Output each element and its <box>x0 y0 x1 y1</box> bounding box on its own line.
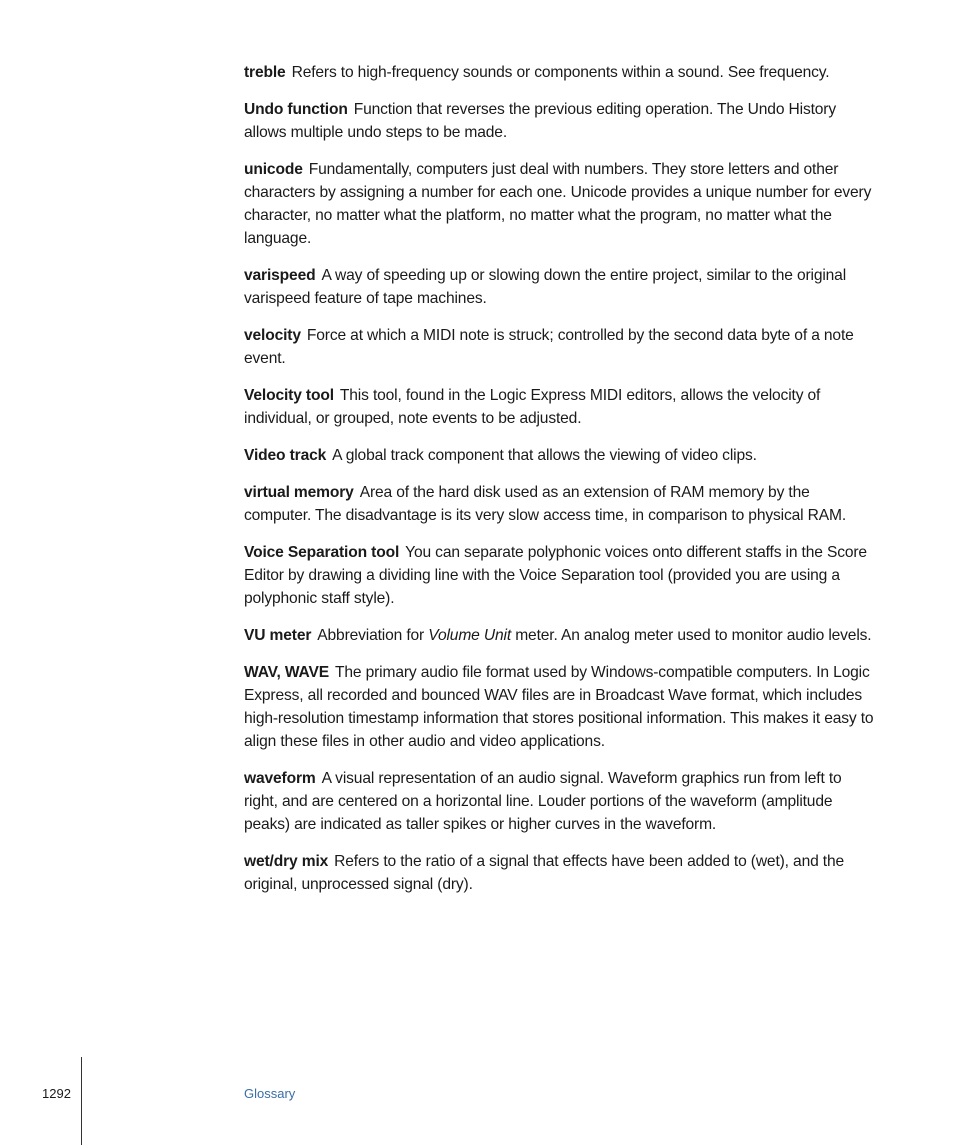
entry-term: velocity <box>244 327 301 344</box>
entry-definition: The primary audio file format used by Windows-compatible computers. In Logic Express, all recorded and bounced WAV files are in Broadcast Wave format, which includes high-resolution timestamp information that stores positional information. This makes it easy to align these files in other audio and video applications. <box>244 664 874 750</box>
entry-term: waveform <box>244 770 316 787</box>
glossary-entry-velocity-tool <box>244 384 876 430</box>
footer-divider <box>81 1057 82 1145</box>
entry-definition: Area of the hard disk used as an extension of RAM memory by the computer. The disadvantage is its very slow access time, in comparison to physical RAM. <box>244 484 847 524</box>
glossary-entry-virtual-memory <box>244 481 876 527</box>
entry-definition: Refers to high-frequency sounds or components within a sound. See frequency. <box>291 64 830 81</box>
entry-definition: This tool, found in the Logic Express MIDI editors, allows the velocity of individual, or grouped, note events to be adjusted. <box>244 387 821 427</box>
entry-definition: A global track component that allows the viewing of video clips. <box>332 447 757 464</box>
glossary-entry-unicode <box>244 158 876 250</box>
entry-term: virtual memory <box>244 484 354 501</box>
glossary-entry-vu-meter <box>244 624 876 647</box>
glossary-entry-varispeed <box>244 264 876 310</box>
entry-definition-after: meter. An analog meter used to monitor audio levels. <box>515 627 872 644</box>
glossary-entry-velocity <box>244 324 876 370</box>
entry-definition: You can separate polyphonic voices onto different staffs in the Score Editor by drawing a dividing line with the Voice Separation tool (provided you are using a polyphonic staff style). <box>244 544 867 607</box>
footer-section-link[interactable]: Glossary <box>244 1086 296 1101</box>
entry-term: Velocity tool <box>244 387 334 404</box>
glossary-entry-undo-function <box>244 98 876 144</box>
entry-definition: A way of speeding up or slowing down the entire project, similar to the original varispeed feature of tape machines. <box>244 267 847 307</box>
entry-term: Video track <box>244 447 327 464</box>
entry-definition-before: Abbreviation for <box>317 627 425 644</box>
entry-definition: A visual representation of an audio signal. Waveform graphics run from left to right, and are centered on a horizontal line. Louder portions of the waveform (amplitude peaks) are indicated as taller spikes or higher curves in the waveform. <box>244 770 842 833</box>
glossary-entry-video-track <box>244 444 876 467</box>
glossary-entry-wet-dry-mix <box>244 850 876 896</box>
entry-definition: Function that reverses the previous editing operation. The Undo History allows multiple undo steps to be made. <box>244 101 836 141</box>
entry-term: wet/dry mix <box>244 853 329 870</box>
entry-term: WAV, WAVE <box>244 664 330 681</box>
glossary-entry-treble <box>244 61 876 84</box>
entry-term: VU meter <box>244 627 312 644</box>
entry-definition: Fundamentally, computers just deal with numbers. They store letters and other characters by assigning a number for each one. Unicode provides a unique number for every character, no matter what the platform, no matter what the program, no matter what the language. <box>244 161 872 247</box>
glossary-entry-voice-separation-tool <box>244 541 876 610</box>
page-number: 1292 <box>42 1086 71 1101</box>
glossary-entries <box>244 61 876 910</box>
entry-term: unicode <box>244 161 303 178</box>
glossary-entry-waveform <box>244 767 876 836</box>
entry-term: varispeed <box>244 267 316 284</box>
entry-term: Undo function <box>244 101 348 118</box>
entry-definition: Force at which a MIDI note is struck; controlled by the second data byte of a note event. <box>244 327 854 367</box>
entry-definition: Refers to the ratio of a signal that effects have been added to (wet), and the original, unprocessed signal (dry). <box>244 853 845 893</box>
entry-term: Voice Separation tool <box>244 544 400 561</box>
glossary-entry-wav-wave <box>244 661 876 753</box>
entry-definition-italic: Volume Unit <box>428 627 512 644</box>
entry-term: treble <box>244 64 286 81</box>
